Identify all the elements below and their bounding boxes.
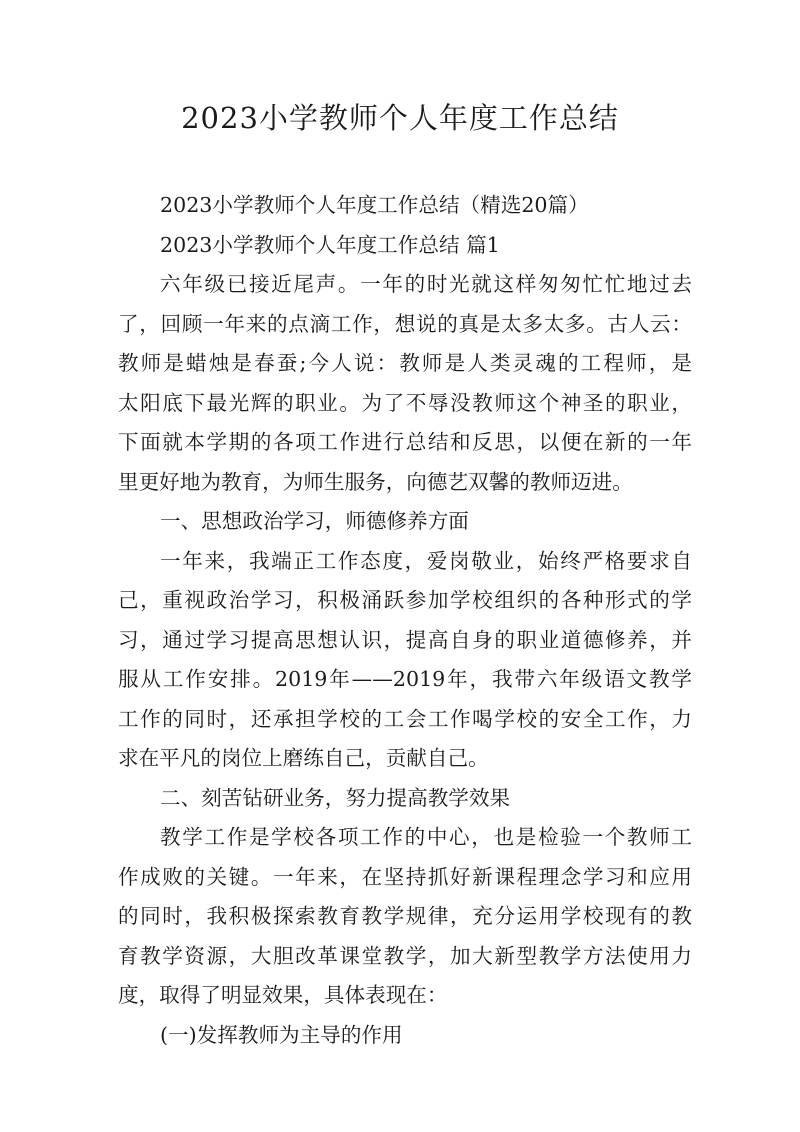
body-line: 里更好地为教育，为师生服务，向德艺双馨的教师迈进。 <box>118 469 633 494</box>
body-line: 了，回顾一年来的点滴工作，想说的真是太多太多。古人云： <box>118 311 692 336</box>
body-line: 的同时，我积极探索教育教学规律，充分运用学校现有的教 <box>118 904 692 928</box>
document-body <box>118 186 692 1055</box>
body-line: 教师是蜡烛是春蚕;今人说：教师是人类灵魂的工程师，是 <box>118 351 692 375</box>
body-line: 二、刻苦钻研业务，努力提高教学效果 <box>160 785 511 810</box>
body-line: 习，通过学习提高思想认识，提高自身的职业道德修养，并 <box>118 627 692 652</box>
body-line: 求在平凡的岗位上磨练自己，贡献自己。 <box>118 746 489 770</box>
body-line: 2023小学教师个人年度工作总结 篇1 <box>160 232 500 257</box>
body-line: 度，取得了明显效果，具体表现在： <box>118 983 448 1007</box>
body-line: 作成败的关键。一年来，在坚持抓好新课程理念学习和应用 <box>118 864 692 889</box>
document-title: 2023小学教师个人年度工作总结 <box>181 101 619 135</box>
body-line: 教学工作是学校各项工作的中心，也是检验一个教师工 <box>160 825 692 849</box>
body-line: 服从工作安排。2019年——2019年，我带六年级语文教学 <box>118 667 692 691</box>
body-line: 2023小学教师个人年度工作总结（精选20篇） <box>160 193 589 217</box>
body-line: (一)发挥教师为主导的作用 <box>160 1022 403 1047</box>
body-line: 六年级已接近尾声。一年的时光就这样匆匆忙忙地过去 <box>160 272 692 296</box>
body-line: 太阳底下最光辉的职业。为了不辱没教师这个神圣的职业， <box>118 390 692 415</box>
body-line: 一年来，我端正工作态度，爱岗敬业，始终严格要求自 <box>160 548 692 573</box>
body-line: 工作的同时，还承担学校的工会工作喝学校的安全工作，力 <box>118 706 692 731</box>
body-line: 己，重视政治学习，积极涌跃参加学校组织的各种形式的学 <box>118 588 692 612</box>
body-line: 一、思想政治学习，师德修养方面 <box>160 509 469 533</box>
body-line: 育教学资源，大胆改革课堂教学，加大新型教学方法使用力 <box>118 943 692 968</box>
body-line: 下面就本学期的各项工作进行总结和反思，以便在新的一年 <box>118 430 692 454</box>
